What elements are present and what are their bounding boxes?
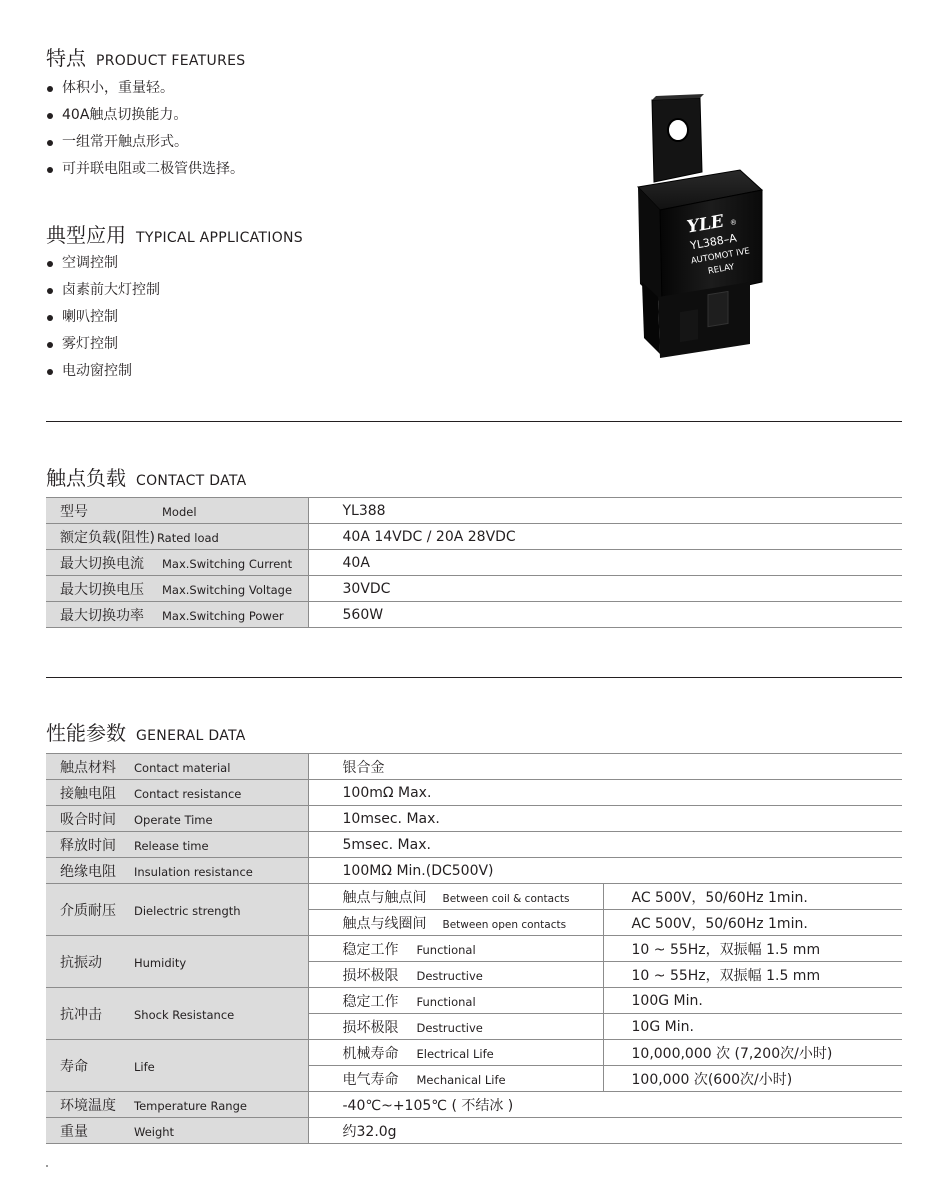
applications-title-en: TYPICAL APPLICATIONS [136,230,303,246]
page-mark [46,1165,48,1167]
label-zh: 释放时间 [60,837,116,854]
label-zh: 最大切换电压 [60,581,144,598]
label-en: Max.Switching Current [162,556,293,571]
sub-label [308,884,603,910]
sub-label-zh: 稳定工作 [342,941,399,958]
table-row [46,988,902,1014]
label-zh: 吸合时间 [60,811,116,828]
row-label [46,498,308,524]
sub-value: AC 500V，50/60Hz 1min. [603,884,902,910]
table-row [46,780,902,806]
sub-label [308,1066,603,1092]
list-item: 雾灯控制 [46,331,160,358]
row-value: 银合金 [308,754,902,780]
sub-value: AC 500V，50/60Hz 1min. [603,910,902,936]
contact-title [46,462,247,491]
contact-data-table [46,497,902,628]
relay-model-text: YL388–A [689,231,738,253]
list-item: 一组常开触点形式。 [46,129,244,156]
label-zh: 抗冲击 [60,1006,102,1023]
label-en: Model [162,504,197,519]
contact-title-en: CONTACT DATA [136,473,247,489]
row-label [46,1118,308,1144]
relay-registered-mark: ® [729,218,738,228]
sub-label [308,910,603,936]
sub-label-en: Destructive [416,968,483,983]
general-data-table [46,753,902,1144]
row-value: 100mΩ Max. [308,780,902,806]
section-divider [46,677,902,678]
row-value: 30VDC [308,576,902,602]
label-en: Temperature Range [134,1098,247,1113]
label-zh: 型号 [60,503,88,520]
row-value: 10msec. Max. [308,806,902,832]
sub-label-en: Between open contacts [442,918,567,931]
label-en: Rated load [156,530,219,545]
label-en: Contact resistance [134,786,242,801]
features-title [46,42,245,71]
label-en: Humidity [134,955,187,970]
label-en: Shock Resistance [134,1007,235,1022]
row-value: 40A 14VDC / 20A 28VDC [308,524,902,550]
sub-value: 100,000 次(600次/小时) [603,1066,902,1092]
relay-product-image [630,92,770,362]
label-zh: 最大切换功率 [60,607,144,624]
row-value: 100MΩ Min.(DC500V) [308,858,902,884]
row-value: 约32.0g [308,1118,902,1144]
applications-title-zh: 典型应用 [46,223,126,247]
row-label [46,884,308,936]
row-label [46,1092,308,1118]
row-label [46,806,308,832]
list-item: 40A触点切换能力。 [46,102,244,129]
row-label [46,1040,308,1092]
row-value: YL388 [308,498,902,524]
table-row [46,1040,902,1066]
label-zh: 触点材料 [60,759,116,776]
sub-label-en: Functional [416,994,476,1009]
sub-label [308,936,603,962]
relay-brand-text: YLE [685,211,726,238]
label-en: Insulation resistance [134,864,253,879]
general-title-en: GENERAL DATA [136,728,246,744]
table-row [46,884,902,910]
list-item: 可并联电阻或二极管供选择。 [46,156,244,183]
sub-label [308,988,603,1014]
sub-value: 10 ~ 55Hz，双振幅 1.5 mm [603,962,902,988]
sub-label-en: Between coil & contacts [442,892,570,905]
sub-value: 100G Min. [603,988,902,1014]
sub-value: 10G Min. [603,1014,902,1040]
label-zh: 接触电阻 [60,785,116,802]
table-row [46,550,902,576]
table-row [46,832,902,858]
row-value: 560W [308,602,902,628]
row-label [46,780,308,806]
table-row [46,498,902,524]
table-row [46,602,902,628]
section-divider [46,421,902,422]
sub-value: 10,000,000 次 (7,200次/小时) [603,1040,902,1066]
row-label [46,550,308,576]
label-zh: 抗振动 [60,954,102,971]
features-list [46,75,244,183]
sub-label-zh: 电气寿命 [342,1071,399,1088]
list-item: 卤素前大灯控制 [46,277,160,304]
row-value: -40℃~+105℃ ( 不结冰 ) [308,1092,902,1118]
sub-label-zh: 损坏极限 [342,1019,399,1036]
list-item: 喇叭控制 [46,304,160,331]
row-label [46,602,308,628]
table-row [46,576,902,602]
general-title-zh: 性能参数 [46,721,126,745]
row-label [46,858,308,884]
row-label [46,754,308,780]
row-value: 5msec. Max. [308,832,902,858]
list-item: 体积小，重量轻。 [46,75,244,102]
label-en: Weight [134,1124,175,1139]
label-en: Operate Time [134,812,213,827]
sub-label [308,962,603,988]
label-zh: 最大切换电流 [60,555,144,572]
label-zh: 寿命 [60,1058,88,1075]
label-zh: 绝缘电阻 [60,863,116,880]
sub-label [308,1040,603,1066]
label-en: Dielectric strength [134,903,241,918]
sub-label-en: Mechanical Life [416,1072,506,1087]
label-en: Contact material [134,760,231,775]
row-label [46,576,308,602]
label-zh: 环境温度 [60,1097,116,1114]
label-en: Max.Switching Voltage [162,582,293,597]
label-en: Release time [134,838,209,853]
applications-list [46,250,160,385]
sub-label-en: Destructive [416,1020,483,1035]
label-zh: 重量 [60,1123,88,1140]
sub-value: 10 ~ 55Hz，双振幅 1.5 mm [603,936,902,962]
row-value: 40A [308,550,902,576]
table-row [46,754,902,780]
label-zh: 介质耐压 [60,902,116,919]
applications-title [46,219,303,248]
features-title-en: PRODUCT FEATURES [96,53,246,69]
contact-title-zh: 触点负载 [46,466,126,490]
label-zh: 额定负载(阻性) [60,529,155,546]
sub-label-en: Electrical Life [416,1046,494,1061]
list-item: 电动窗控制 [46,358,160,385]
sub-label-zh: 损坏极限 [342,967,399,984]
sub-label-en: Functional [416,942,476,957]
row-label [46,832,308,858]
list-item: 空调控制 [46,250,160,277]
sub-label-zh: 触点与线圈间 [342,915,427,932]
general-title [46,717,246,746]
relay-line1-text: AUTOMOT IVE [690,246,751,267]
table-row [46,524,902,550]
features-title-zh: 特点 [46,46,86,70]
table-row [46,858,902,884]
relay-line2-text: RELAY [707,262,736,277]
sub-label-zh: 机械寿命 [342,1045,399,1062]
sub-label-zh: 稳定工作 [342,993,399,1010]
row-label [46,936,308,988]
label-en: Max.Switching Power [162,608,284,623]
table-row [46,1092,902,1118]
sub-label-zh: 触点与触点间 [342,889,427,906]
row-label [46,988,308,1040]
table-row [46,1118,902,1144]
label-en: Life [134,1059,155,1074]
table-row [46,806,902,832]
sub-label [308,1014,603,1040]
row-label [46,524,308,550]
table-row [46,936,902,962]
